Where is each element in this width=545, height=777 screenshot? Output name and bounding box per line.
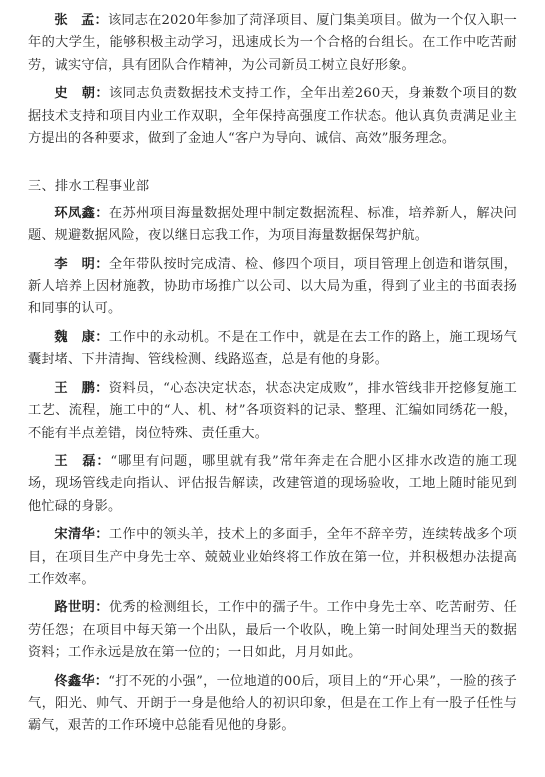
entry-text: 该同志在2020年参加了菏泽项目、厦门集美项目。做为一个仅入职一年的大学生，能够积极主动学习，迅速成长为一个合格的台组长。在工作中吃苦耐劳，诚实守信，具有团队合作精神，为公司新员工树立良好形象。 <box>28 13 517 73</box>
person-name: 李 明： <box>54 256 109 272</box>
entry-text: 工作中的领头羊，技术上的多面手，全年不辞辛劳，连续转战多个项目，在项目生产中身先士卒、兢兢业业始终将工作放在第一位，并积极想办法提高工作效率。 <box>28 527 518 587</box>
entry-song-qinghua <box>28 524 517 591</box>
person-name: 魏 康： <box>54 329 109 345</box>
entry-zhang-meng <box>28 10 517 77</box>
person-name: 佟鑫华： <box>54 673 109 689</box>
person-name: 环凤鑫： <box>54 205 109 221</box>
entry-wang-peng <box>28 378 517 445</box>
entry-shi-chao <box>28 83 517 150</box>
entry-lu-shiming <box>28 597 517 664</box>
entry-text: “打不死的小强”，一位地道的00后，项目上的“开心果”，一脸的孩子气，阳光、帅气、开朗于一身是他给人的初识印象，但是在工作上有一股子任性与霸气，艰苦的工作环境中总能看见他的身影。 <box>28 673 517 734</box>
entry-li-ming <box>28 254 517 321</box>
entry-text: 该同志负责数据技术支持工作，全年出差260天，身兼数个项目的数据技术支持和项目内业工作双职，全年保持高强度工作状态。他认真负责满足业主方提出的各种要求，做到了金迪人“客户为导向、诚信、高效”服务理念。 <box>28 86 517 147</box>
person-name: 史 朝： <box>54 86 110 102</box>
person-name: 王 磊： <box>54 453 111 469</box>
entry-wang-lei <box>28 451 517 518</box>
entry-huan-fengxin <box>28 203 517 248</box>
person-name: 宋清华： <box>54 527 109 543</box>
entry-tong-xinhua <box>28 671 517 738</box>
entry-text: 全年带队按时完成清、检、修四个项目，项目管理上创造和谐氛围，新人培养上因材施教，协助市场推广以公司、以大局为重，得到了业主的书面表扬和同事的认可。 <box>28 256 518 317</box>
entry-text: 在苏州项目海量数据处理中制定数据流程、标准，培养新人，解决问题、规避数据风险，夜以继日忘我工作，为项目海量数据保驾护航。 <box>28 205 518 244</box>
entry-wei-kang <box>28 327 517 372</box>
entry-text: 资料员，“心态决定状态，状态决定成败”，排水管线非开挖修复施工工艺、流程，施工中的“人、机、材”各项资料的记录、整理、汇编如同绣花一般，不能有半点差错，岗位特殊、责任重大。 <box>28 380 517 441</box>
person-name: 王 鹏： <box>54 380 109 396</box>
section-heading: 三、排水工程事业部 <box>28 179 150 195</box>
person-name: 张 孟： <box>54 13 108 28</box>
person-name: 路世明： <box>54 600 109 616</box>
entry-text: 优秀的检测组长，工作中的孺子牛。工作中身先士卒、吃苦耐劳、任劳任怨；在项目中每天第一个出队，最后一个收队，晚上第一时间处理当天的数据资料；工作永远是放在第一位的；一日如此，月月如此。 <box>28 600 518 661</box>
entry-text: 工作中的永动机。不是在工作中，就是在去工作的路上，施工现场气囊封堵、下井清掏、管线检测、线路巡查，总是有他的身影。 <box>28 329 518 368</box>
entry-text: “哪里有问题，哪里就有我”常年奔走在合肥小区排水改造的施工现场，现场管线走向指认、评估报告解读，改建管道的现场验收，工地上随时能见到他忙碌的身影。 <box>28 453 517 514</box>
